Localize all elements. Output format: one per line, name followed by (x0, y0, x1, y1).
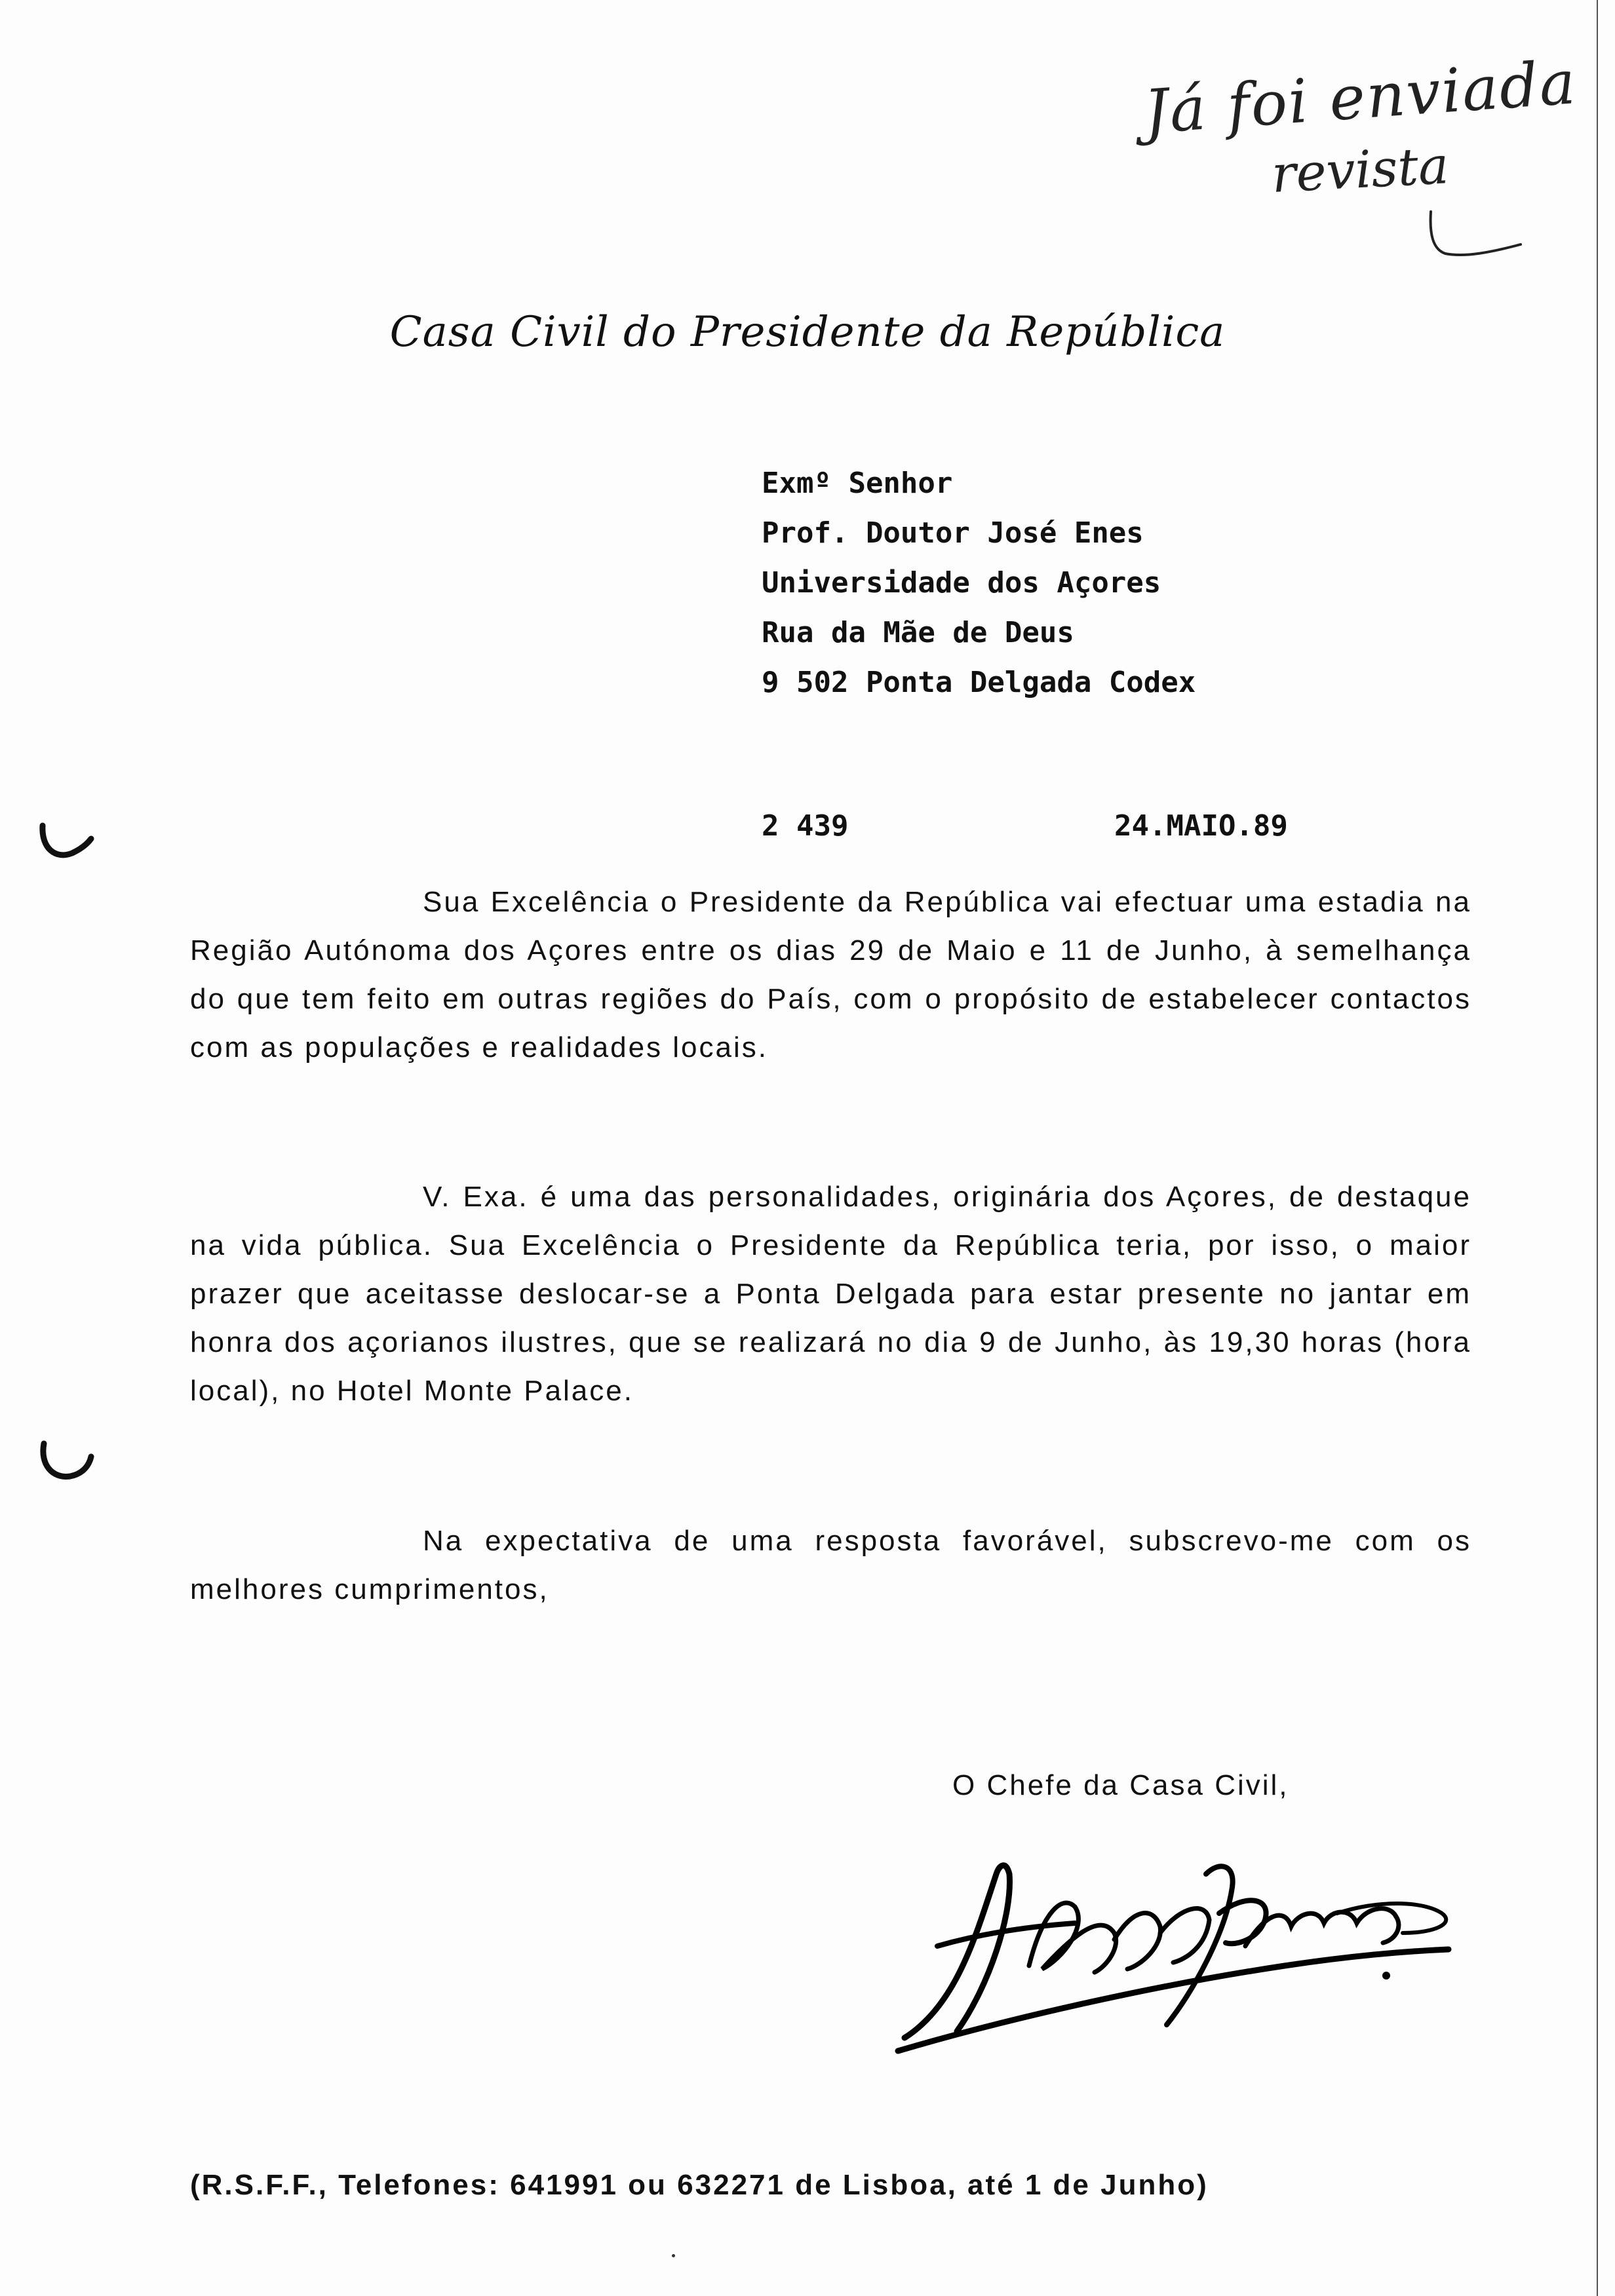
handwritten-note-line1: Já foi enviada (1142, 47, 1579, 147)
recipient-line: Rua da Mãe de Deus (762, 616, 1074, 649)
punch-hole-mark (36, 1438, 95, 1484)
letterhead: Casa Civil do Presidente da República (389, 308, 1226, 356)
recipient-address (762, 459, 1196, 708)
handwritten-note-line2: revista (1270, 136, 1450, 205)
closing-line: O Chefe da Casa Civil, (952, 1769, 1289, 1801)
punch-hole-mark (36, 819, 95, 865)
letter-date: 24.MAIO.89 (1114, 809, 1288, 843)
scan-speck (672, 2254, 675, 2257)
recipient-line: 9 502 Ponta Delgada Codex (762, 666, 1196, 699)
body-paragraph-3: Na expectativa de uma resposta favorável, subscrevo-me com os melhores cumprimentos, (190, 1525, 1471, 1605)
handwritten-check-mark (1426, 206, 1524, 265)
reference-number: 2 439 (762, 809, 849, 843)
handwritten-signature (878, 1835, 1468, 2057)
body-paragraph-1: Sua Excelência o Presidente da República vai efectuar uma estadia na Região Autónoma dos Açores entre os dias 29 de Maio e 11 de Junho, à semelhança do que tem feito em outras regiões do País, com o propósito de estabelecer contactos com as populações e realidades locais. (190, 886, 1471, 1063)
footer-note: (R.S.F.F., Telefones: 641991 ou 632271 de Lisboa, até 1 de Junho) (190, 2169, 1209, 2201)
recipient-line: Exmº Senhor (762, 467, 953, 500)
recipient-line: Universidade dos Açores (762, 566, 1161, 600)
recipient-line: Prof. Doutor José Enes (762, 516, 1144, 550)
body-paragraph-2: V. Exa. é uma das personalidades, originária dos Açores, de destaque na vida pública. Sua Excelência o Presidente da República teria, por isso, o maior prazer que aceitasse deslocar-se a Ponta Delgada para estar presente no jantar em honra dos açorianos ilustres, que se realizará no dia 9 de Junho, às 19,30 horas (hora local), no Hotel Monte Palace. (190, 1181, 1471, 1407)
